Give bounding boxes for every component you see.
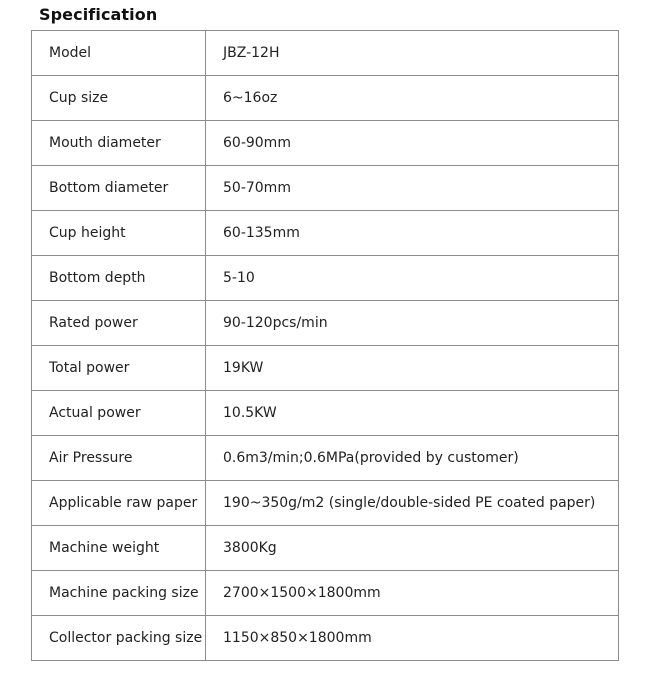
row-label: Bottom depth bbox=[32, 256, 206, 301]
row-value: 60-135mm bbox=[206, 211, 619, 256]
row-label: Machine weight bbox=[32, 526, 206, 571]
row-label: Mouth diameter bbox=[32, 121, 206, 166]
table-row bbox=[32, 616, 619, 661]
row-label: Model bbox=[32, 31, 206, 76]
row-label: Cup size bbox=[32, 76, 206, 121]
row-value: 19KW bbox=[206, 346, 619, 391]
page-title: Specification bbox=[39, 5, 158, 24]
row-label: Air Pressure bbox=[32, 436, 206, 481]
specification-table bbox=[31, 30, 619, 661]
table-row bbox=[32, 256, 619, 301]
row-label: Total power bbox=[32, 346, 206, 391]
table-row bbox=[32, 166, 619, 211]
row-label: Applicable raw paper bbox=[32, 481, 206, 526]
row-value: 190~350g/m2 (single/double-sided PE coated paper) bbox=[206, 481, 619, 526]
row-label: Collector packing size bbox=[32, 616, 206, 661]
row-value: 1150×850×1800mm bbox=[206, 616, 619, 661]
table-row bbox=[32, 346, 619, 391]
row-label: Cup height bbox=[32, 211, 206, 256]
row-label: Actual power bbox=[32, 391, 206, 436]
table-row bbox=[32, 526, 619, 571]
row-value: 2700×1500×1800mm bbox=[206, 571, 619, 616]
row-label: Machine packing size bbox=[32, 571, 206, 616]
row-value: 60-90mm bbox=[206, 121, 619, 166]
table-row bbox=[32, 481, 619, 526]
row-value: JBZ-12H bbox=[206, 31, 619, 76]
row-label: Rated power bbox=[32, 301, 206, 346]
table-row bbox=[32, 436, 619, 481]
row-value: 10.5KW bbox=[206, 391, 619, 436]
row-value: 5-10 bbox=[206, 256, 619, 301]
table-row bbox=[32, 31, 619, 76]
table-row bbox=[32, 121, 619, 166]
table-row bbox=[32, 391, 619, 436]
row-label: Bottom diameter bbox=[32, 166, 206, 211]
table-row bbox=[32, 211, 619, 256]
row-value: 6~16oz bbox=[206, 76, 619, 121]
table-row bbox=[32, 76, 619, 121]
row-value: 3800Kg bbox=[206, 526, 619, 571]
table-row bbox=[32, 571, 619, 616]
row-value: 90-120pcs/min bbox=[206, 301, 619, 346]
table-row bbox=[32, 301, 619, 346]
row-value: 50-70mm bbox=[206, 166, 619, 211]
row-value: 0.6m3/min;0.6MPa(provided by customer) bbox=[206, 436, 619, 481]
